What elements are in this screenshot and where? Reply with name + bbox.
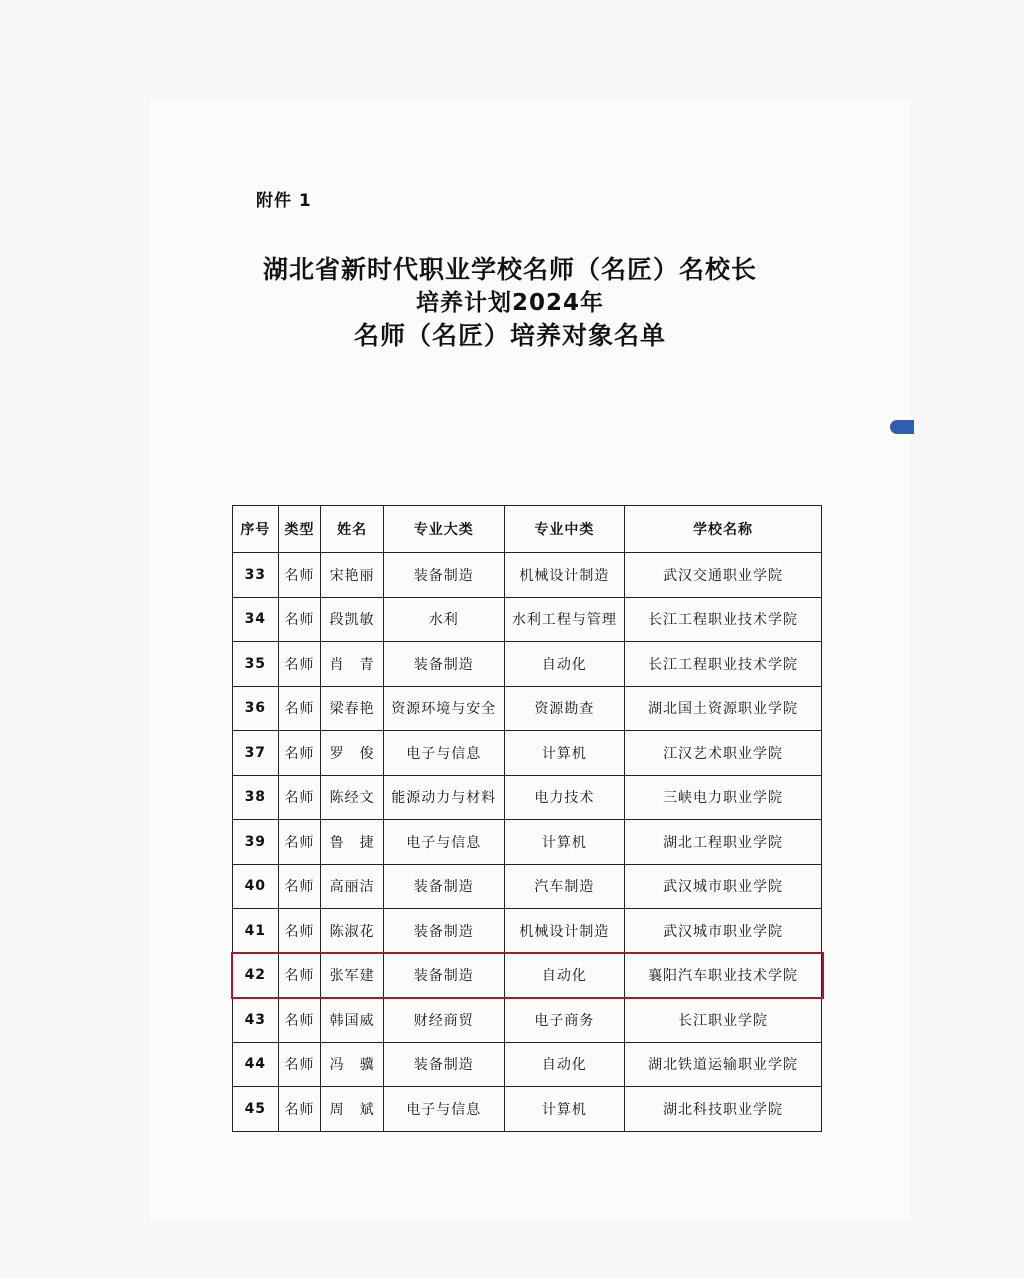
cell-name: 罗 俊 [321, 731, 384, 776]
table-row [233, 775, 822, 820]
cell-major-category: 装备制造 [383, 864, 504, 909]
cell-major-subcategory: 水利工程与管理 [504, 597, 625, 642]
cell-major-category: 电子与信息 [383, 731, 504, 776]
cell-name: 周 斌 [321, 1087, 384, 1132]
cell-seq: 44 [233, 1042, 279, 1087]
cell-school-name: 长江工程职业技术学院 [625, 642, 822, 687]
cell-seq: 42 [233, 953, 279, 998]
table-row [233, 553, 822, 598]
cell-school-name: 湖北国土资源职业学院 [625, 686, 822, 731]
cell-name: 肖 青 [321, 642, 384, 687]
cell-type: 名师 [278, 553, 321, 598]
cell-type: 名师 [278, 686, 321, 731]
cell-major-subcategory: 自动化 [504, 953, 625, 998]
title-line-1: 湖北省新时代职业学校名师（名匠）名校长 [262, 255, 757, 284]
cell-type: 名师 [278, 909, 321, 954]
cell-major-category: 装备制造 [383, 953, 504, 998]
cell-name: 梁春艳 [321, 686, 384, 731]
title-line-3: 名师（名匠）培养对象名单 [353, 321, 666, 350]
table-row [233, 820, 822, 865]
cell-type: 名师 [278, 998, 321, 1043]
cell-school-name: 长江工程职业技术学院 [625, 597, 822, 642]
table-row [233, 642, 822, 687]
cell-seq: 36 [233, 686, 279, 731]
cell-name: 段凯敏 [321, 597, 384, 642]
cell-major-subcategory: 机械设计制造 [504, 909, 625, 954]
cell-type: 名师 [278, 597, 321, 642]
header-major-subcategory: 专业中类 [504, 506, 625, 553]
cell-name: 张军建 [321, 953, 384, 998]
cell-name: 高丽洁 [321, 864, 384, 909]
cell-major-subcategory: 计算机 [504, 1087, 625, 1132]
table-row [233, 864, 822, 909]
cell-major-category: 装备制造 [383, 909, 504, 954]
cell-major-subcategory: 计算机 [504, 731, 625, 776]
cell-major-category: 装备制造 [383, 1042, 504, 1087]
cell-type: 名师 [278, 642, 321, 687]
table-row [233, 909, 822, 954]
cell-seq: 35 [233, 642, 279, 687]
cell-school-name: 武汉交通职业学院 [625, 553, 822, 598]
cell-major-subcategory: 计算机 [504, 820, 625, 865]
cell-school-name: 三峡电力职业学院 [625, 775, 822, 820]
header-seq: 序号 [233, 506, 279, 553]
cell-school-name: 江汉艺术职业学院 [625, 731, 822, 776]
header-major-category: 专业大类 [383, 506, 504, 553]
cell-name: 宋艳丽 [321, 553, 384, 598]
table-row [233, 731, 822, 776]
header-type: 类型 [278, 506, 321, 553]
edge-tab-marker [890, 420, 914, 434]
cell-type: 名师 [278, 820, 321, 865]
cell-type: 名师 [278, 953, 321, 998]
cell-type: 名师 [278, 864, 321, 909]
cell-seq: 38 [233, 775, 279, 820]
header-name: 姓名 [321, 506, 384, 553]
roster-table [232, 505, 822, 1132]
cell-school-name: 湖北铁道运输职业学院 [625, 1042, 822, 1087]
cell-major-subcategory: 自动化 [504, 1042, 625, 1087]
cell-major-category: 装备制造 [383, 553, 504, 598]
cell-seq: 40 [233, 864, 279, 909]
cell-seq: 43 [233, 998, 279, 1043]
cell-major-category: 资源环境与安全 [383, 686, 504, 731]
cell-name: 冯 骥 [321, 1042, 384, 1087]
cell-name: 鲁 捷 [321, 820, 384, 865]
cell-major-subcategory: 自动化 [504, 642, 625, 687]
title-line-2: 培养计划2024年 [415, 290, 604, 316]
cell-seq: 45 [233, 1087, 279, 1132]
cell-major-category: 财经商贸 [383, 998, 504, 1043]
cell-major-subcategory: 机械设计制造 [504, 553, 625, 598]
header-school-name: 学校名称 [625, 506, 822, 553]
cell-seq: 39 [233, 820, 279, 865]
cell-type: 名师 [278, 775, 321, 820]
cell-type: 名师 [278, 1042, 321, 1087]
cell-major-subcategory: 电子商务 [504, 998, 625, 1043]
cell-major-category: 能源动力与材料 [383, 775, 504, 820]
cell-major-category: 装备制造 [383, 642, 504, 687]
cell-seq: 34 [233, 597, 279, 642]
cell-major-category: 电子与信息 [383, 820, 504, 865]
cell-type: 名师 [278, 1087, 321, 1132]
cell-name: 韩国威 [321, 998, 384, 1043]
cell-major-category: 水利 [383, 597, 504, 642]
cell-name: 陈淑花 [321, 909, 384, 954]
cell-school-name: 长江职业学院 [625, 998, 822, 1043]
cell-school-name: 湖北工程职业学院 [625, 820, 822, 865]
cell-type: 名师 [278, 731, 321, 776]
cell-school-name: 湖北科技职业学院 [625, 1087, 822, 1132]
table-row [233, 1087, 822, 1132]
cell-major-subcategory: 资源勘查 [504, 686, 625, 731]
cell-school-name: 武汉城市职业学院 [625, 864, 822, 909]
cell-major-category: 电子与信息 [383, 1087, 504, 1132]
table-row [233, 998, 822, 1043]
cell-major-subcategory: 电力技术 [504, 775, 625, 820]
table-body [233, 553, 822, 1132]
cell-seq: 37 [233, 731, 279, 776]
cell-seq: 41 [233, 909, 279, 954]
cell-school-name: 武汉城市职业学院 [625, 909, 822, 954]
cell-school-name: 襄阳汽车职业技术学院 [625, 953, 822, 998]
table-header-row [233, 506, 822, 553]
table-row [233, 953, 822, 998]
table-row [233, 597, 822, 642]
table-row [233, 686, 822, 731]
cell-seq: 33 [233, 553, 279, 598]
cell-name: 陈经文 [321, 775, 384, 820]
cell-major-subcategory: 汽车制造 [504, 864, 625, 909]
table-row [233, 1042, 822, 1087]
attachment-label: 附件 1 [256, 191, 312, 211]
